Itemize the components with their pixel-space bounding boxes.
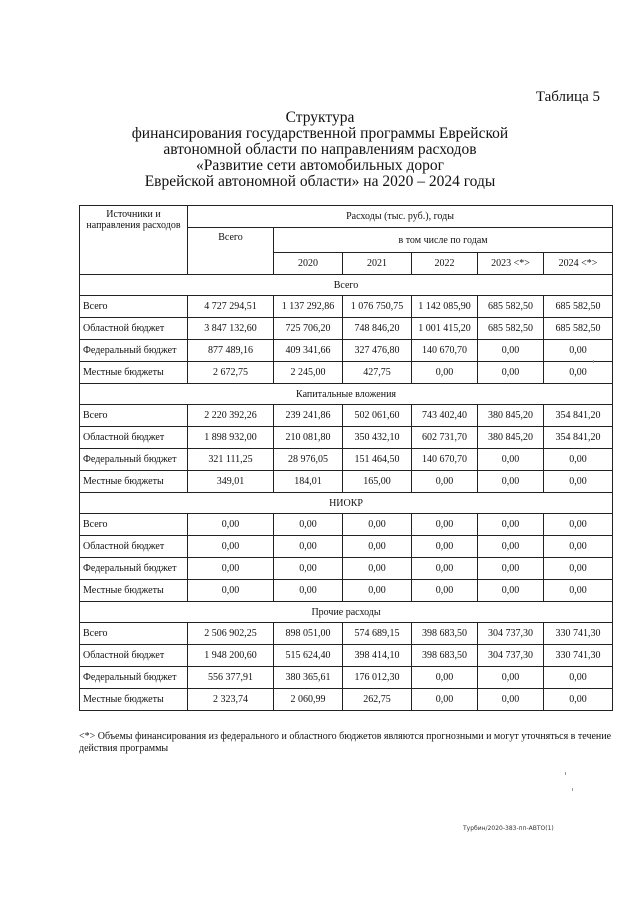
value-cell: 4 727 294,51 bbox=[188, 296, 274, 318]
value-cell: 0,00 bbox=[188, 558, 274, 580]
header-year: 2020 bbox=[274, 253, 343, 275]
title-line: финансирования государственной программы Еврейской bbox=[131, 125, 509, 142]
value-cell: 2 323,74 bbox=[188, 689, 274, 711]
row-label: Всего bbox=[80, 514, 188, 536]
footnote: <*> Объемы финансирования из федерального и областного бюджетов являются прогнозными и могут уточняться в течение действия программы bbox=[79, 731, 612, 754]
value-cell: 2 506 902,25 bbox=[188, 623, 274, 645]
value-cell: 0,00 bbox=[478, 449, 544, 471]
table-row bbox=[80, 580, 613, 602]
section-row bbox=[80, 602, 613, 623]
value-cell: 176 012,30 bbox=[343, 667, 412, 689]
value-cell: 0,00 bbox=[544, 580, 613, 602]
header-including: в том числе по годам bbox=[274, 228, 613, 253]
value-cell: 140 670,70 bbox=[412, 340, 478, 362]
title-line: «Развитие сети автомобильных дорог bbox=[196, 157, 444, 174]
value-cell: 0,00 bbox=[343, 558, 412, 580]
title-line: автономной области по направлениям расходов bbox=[163, 141, 477, 158]
value-cell: 0,00 bbox=[412, 471, 478, 493]
scan-speck bbox=[565, 772, 566, 775]
section-row bbox=[80, 384, 613, 405]
value-cell: 898 051,00 bbox=[274, 623, 343, 645]
value-cell: 0,00 bbox=[188, 514, 274, 536]
table-body bbox=[80, 275, 613, 711]
value-cell: 0,00 bbox=[274, 558, 343, 580]
header-sources: Источники и направления расходов bbox=[80, 206, 188, 275]
value-cell: 1 142 085,90 bbox=[412, 296, 478, 318]
document-reference: Турбин/2020-383-пп-АВТО(1) bbox=[463, 825, 554, 832]
header-year: 2024 <*> bbox=[544, 253, 613, 275]
table-row bbox=[80, 362, 613, 384]
value-cell: 2 220 392,26 bbox=[188, 405, 274, 427]
row-label: Всего bbox=[80, 623, 188, 645]
row-label: Областной бюджет bbox=[80, 536, 188, 558]
value-cell: 0,00 bbox=[412, 689, 478, 711]
value-cell: 398 683,50 bbox=[412, 645, 478, 667]
header-year: 2023 <*> bbox=[478, 253, 544, 275]
row-label: Федеральный бюджет bbox=[80, 558, 188, 580]
value-cell: 0,00 bbox=[478, 362, 544, 384]
row-label: Местные бюджеты bbox=[80, 580, 188, 602]
value-cell: 725 706,20 bbox=[274, 318, 343, 340]
value-cell: 151 464,50 bbox=[343, 449, 412, 471]
value-cell: 0,00 bbox=[274, 514, 343, 536]
value-cell: 743 402,40 bbox=[412, 405, 478, 427]
value-cell: 748 846,20 bbox=[343, 318, 412, 340]
value-cell: 685 582,50 bbox=[478, 318, 544, 340]
table-row bbox=[80, 471, 613, 493]
value-cell: 0,00 bbox=[544, 449, 613, 471]
section-title: Прочие расходы bbox=[80, 602, 613, 623]
value-cell: 1 076 750,75 bbox=[343, 296, 412, 318]
value-cell: 0,00 bbox=[188, 580, 274, 602]
table-row bbox=[80, 405, 613, 427]
value-cell: 574 689,15 bbox=[343, 623, 412, 645]
value-cell: 28 976,05 bbox=[274, 449, 343, 471]
value-cell: 184,01 bbox=[274, 471, 343, 493]
table-row bbox=[80, 645, 613, 667]
value-cell: 330 741,30 bbox=[544, 623, 613, 645]
value-cell: 398 683,50 bbox=[412, 623, 478, 645]
value-cell: 350 432,10 bbox=[343, 427, 412, 449]
value-cell: 0,00 bbox=[478, 558, 544, 580]
value-cell: 0,00 bbox=[343, 514, 412, 536]
value-cell: 1 137 292,86 bbox=[274, 296, 343, 318]
row-label: Областной бюджет bbox=[80, 427, 188, 449]
value-cell: 0,00 bbox=[478, 580, 544, 602]
section-row bbox=[80, 275, 613, 296]
value-cell: 0,00 bbox=[412, 580, 478, 602]
value-cell: 602 731,70 bbox=[412, 427, 478, 449]
value-cell: 0,00 bbox=[544, 471, 613, 493]
table-row bbox=[80, 536, 613, 558]
value-cell: 685 582,50 bbox=[544, 296, 613, 318]
scan-speck bbox=[572, 788, 573, 791]
value-cell: 0,00 bbox=[478, 340, 544, 362]
header-year: 2022 bbox=[412, 253, 478, 275]
table-row bbox=[80, 623, 613, 645]
value-cell: 1 001 415,20 bbox=[412, 318, 478, 340]
value-cell: 877 489,16 bbox=[188, 340, 274, 362]
value-cell: 0,00 bbox=[544, 536, 613, 558]
value-cell: 3 847 132,60 bbox=[188, 318, 274, 340]
value-cell: 1 948 200,60 bbox=[188, 645, 274, 667]
financing-table bbox=[79, 205, 613, 711]
table-row bbox=[80, 449, 613, 471]
value-cell: 304 737,30 bbox=[478, 645, 544, 667]
value-cell: 0,00 bbox=[478, 536, 544, 558]
value-cell: 0,00 bbox=[544, 514, 613, 536]
value-cell: 380 845,20 bbox=[478, 405, 544, 427]
value-cell: 0,00 bbox=[544, 340, 613, 362]
row-label: Всего bbox=[80, 405, 188, 427]
value-cell: 354 841,20 bbox=[544, 427, 613, 449]
value-cell: 0,00 bbox=[412, 558, 478, 580]
header-total: Всего bbox=[188, 228, 274, 275]
row-label: Местные бюджеты bbox=[80, 689, 188, 711]
value-cell: 380 845,20 bbox=[478, 427, 544, 449]
value-cell: 2 245,00 bbox=[274, 362, 343, 384]
row-label: Местные бюджеты bbox=[80, 471, 188, 493]
scan-speck bbox=[593, 360, 594, 363]
value-cell: 210 081,80 bbox=[274, 427, 343, 449]
table-row bbox=[80, 340, 613, 362]
value-cell: 262,75 bbox=[343, 689, 412, 711]
table-row bbox=[80, 689, 613, 711]
value-cell: 0,00 bbox=[478, 471, 544, 493]
table-row bbox=[80, 558, 613, 580]
value-cell: 349,01 bbox=[188, 471, 274, 493]
table-row bbox=[80, 427, 613, 449]
value-cell: 140 670,70 bbox=[412, 449, 478, 471]
value-cell: 0,00 bbox=[412, 536, 478, 558]
title-line: Структура bbox=[285, 109, 355, 126]
value-cell: 556 377,91 bbox=[188, 667, 274, 689]
value-cell: 685 582,50 bbox=[544, 318, 613, 340]
title-line: Еврейской автономной области» на 2020 – 2024 годы bbox=[144, 173, 496, 190]
value-cell: 685 582,50 bbox=[478, 296, 544, 318]
section-title: НИОКР bbox=[80, 493, 613, 514]
value-cell: 0,00 bbox=[274, 536, 343, 558]
value-cell: 0,00 bbox=[412, 667, 478, 689]
row-label: Всего bbox=[80, 296, 188, 318]
table-row bbox=[80, 318, 613, 340]
row-label: Федеральный бюджет bbox=[80, 667, 188, 689]
value-cell: 0,00 bbox=[478, 689, 544, 711]
row-label: Областной бюджет bbox=[80, 645, 188, 667]
value-cell: 515 624,40 bbox=[274, 645, 343, 667]
section-title: Всего bbox=[80, 275, 613, 296]
document-title bbox=[0, 110, 640, 190]
value-cell: 165,00 bbox=[343, 471, 412, 493]
row-label: Областной бюджет bbox=[80, 318, 188, 340]
section-title: Капитальные вложения bbox=[80, 384, 613, 405]
value-cell: 0,00 bbox=[478, 514, 544, 536]
value-cell: 327 476,80 bbox=[343, 340, 412, 362]
value-cell: 409 341,66 bbox=[274, 340, 343, 362]
value-cell: 0,00 bbox=[412, 514, 478, 536]
table-row bbox=[80, 514, 613, 536]
value-cell: 354 841,20 bbox=[544, 405, 613, 427]
value-cell: 0,00 bbox=[544, 667, 613, 689]
value-cell: 380 365,61 bbox=[274, 667, 343, 689]
value-cell: 2 672,75 bbox=[188, 362, 274, 384]
value-cell: 0,00 bbox=[544, 362, 613, 384]
value-cell: 304 737,30 bbox=[478, 623, 544, 645]
table-number: Таблица 5 bbox=[535, 89, 600, 105]
value-cell: 0,00 bbox=[544, 558, 613, 580]
row-label: Местные бюджеты bbox=[80, 362, 188, 384]
value-cell: 0,00 bbox=[188, 536, 274, 558]
header-year: 2021 bbox=[343, 253, 412, 275]
table-row bbox=[80, 296, 613, 318]
value-cell: 427,75 bbox=[343, 362, 412, 384]
value-cell: 398 414,10 bbox=[343, 645, 412, 667]
value-cell: 321 111,25 bbox=[188, 449, 274, 471]
row-label: Федеральный бюджет bbox=[80, 340, 188, 362]
value-cell: 0,00 bbox=[478, 667, 544, 689]
value-cell: 0,00 bbox=[343, 536, 412, 558]
row-label: Федеральный бюджет bbox=[80, 449, 188, 471]
table-row bbox=[80, 667, 613, 689]
value-cell: 0,00 bbox=[343, 580, 412, 602]
value-cell: 0,00 bbox=[412, 362, 478, 384]
value-cell: 502 061,60 bbox=[343, 405, 412, 427]
value-cell: 330 741,30 bbox=[544, 645, 613, 667]
value-cell: 1 898 932,00 bbox=[188, 427, 274, 449]
value-cell: 2 060,99 bbox=[274, 689, 343, 711]
value-cell: 239 241,86 bbox=[274, 405, 343, 427]
header-expenses: Расходы (тыс. руб.), годы bbox=[188, 206, 613, 228]
value-cell: 0,00 bbox=[544, 689, 613, 711]
value-cell: 0,00 bbox=[274, 580, 343, 602]
section-row bbox=[80, 493, 613, 514]
